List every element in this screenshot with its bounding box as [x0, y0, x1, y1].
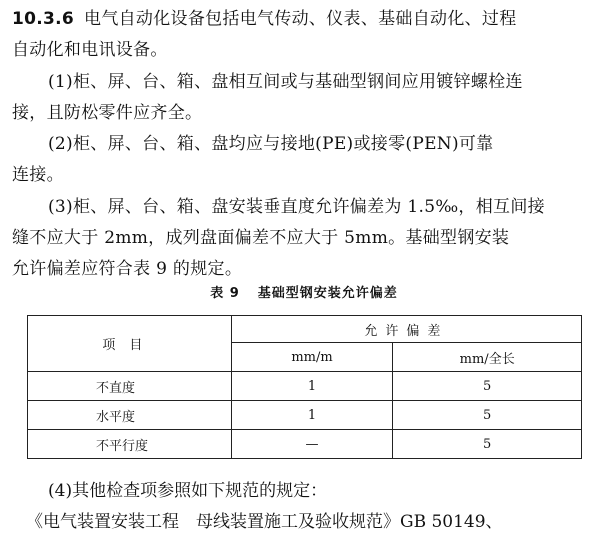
table-header-row — [28, 316, 582, 343]
clause-title-text: 电气自动化设备包括电气传动、仪表、基础自动化、过程 — [84, 9, 517, 29]
cell-full: 5 — [393, 430, 582, 459]
item1-line1: (1)柜、屏、台、箱、盘相互间或与基础型钢间应用镀锌螺栓连 — [48, 72, 523, 92]
item1-line2: 接，且防松零件应齐全。 — [12, 103, 203, 123]
table-caption-number: 表 9 — [210, 286, 240, 301]
item2-line2: 连接。 — [12, 165, 64, 185]
cell-full: 5 — [393, 401, 582, 430]
item3-line2: 缝不应大于 2mm，成列盘面偏差不应大于 5mm。基础型钢安装 — [12, 228, 510, 248]
header-item: 项目 — [28, 316, 232, 372]
table-row — [28, 430, 582, 459]
header-unit-per-m: mm/m — [231, 343, 393, 372]
table-caption — [0, 282, 608, 301]
clause-number: 10.3.6 — [12, 9, 75, 29]
item3-line1: (3)柜、屏、台、箱、盘安装垂直度允许偏差为 1.5‰，相互间接 — [48, 197, 545, 217]
clause-title-line2: 自动化和电讯设备。 — [12, 40, 168, 60]
table-row — [28, 401, 582, 430]
row-label: 水平度 — [28, 401, 232, 430]
item3-line3: 允许偏差应符合表 9 的规定。 — [12, 259, 243, 279]
cell-per-m: 1 — [231, 372, 393, 401]
cell-per-m: 1 — [231, 401, 393, 430]
row-label: 不平行度 — [28, 430, 232, 459]
clause-title-line1 — [12, 4, 517, 35]
cell-full: 5 — [393, 372, 582, 401]
table-row — [28, 372, 582, 401]
reference-text: 《电气装置安装工程 母线装置施工及验收规范》GB 50149、 — [26, 512, 503, 532]
item4-text: (4)其他检查项参照如下规范的规定： — [48, 481, 328, 501]
row-label: 不直度 — [28, 372, 232, 401]
item2-line1: (2)柜、屏、台、箱、盘均应与接地(PE)或接零(PEN)可靠 — [48, 134, 494, 154]
tolerance-table — [27, 315, 582, 459]
cell-per-m: — — [231, 430, 393, 459]
table-caption-title: 基础型钢安装允许偏差 — [257, 286, 398, 301]
header-group: 允许偏差 — [231, 316, 581, 343]
header-unit-full: mm/全长 — [393, 343, 582, 372]
